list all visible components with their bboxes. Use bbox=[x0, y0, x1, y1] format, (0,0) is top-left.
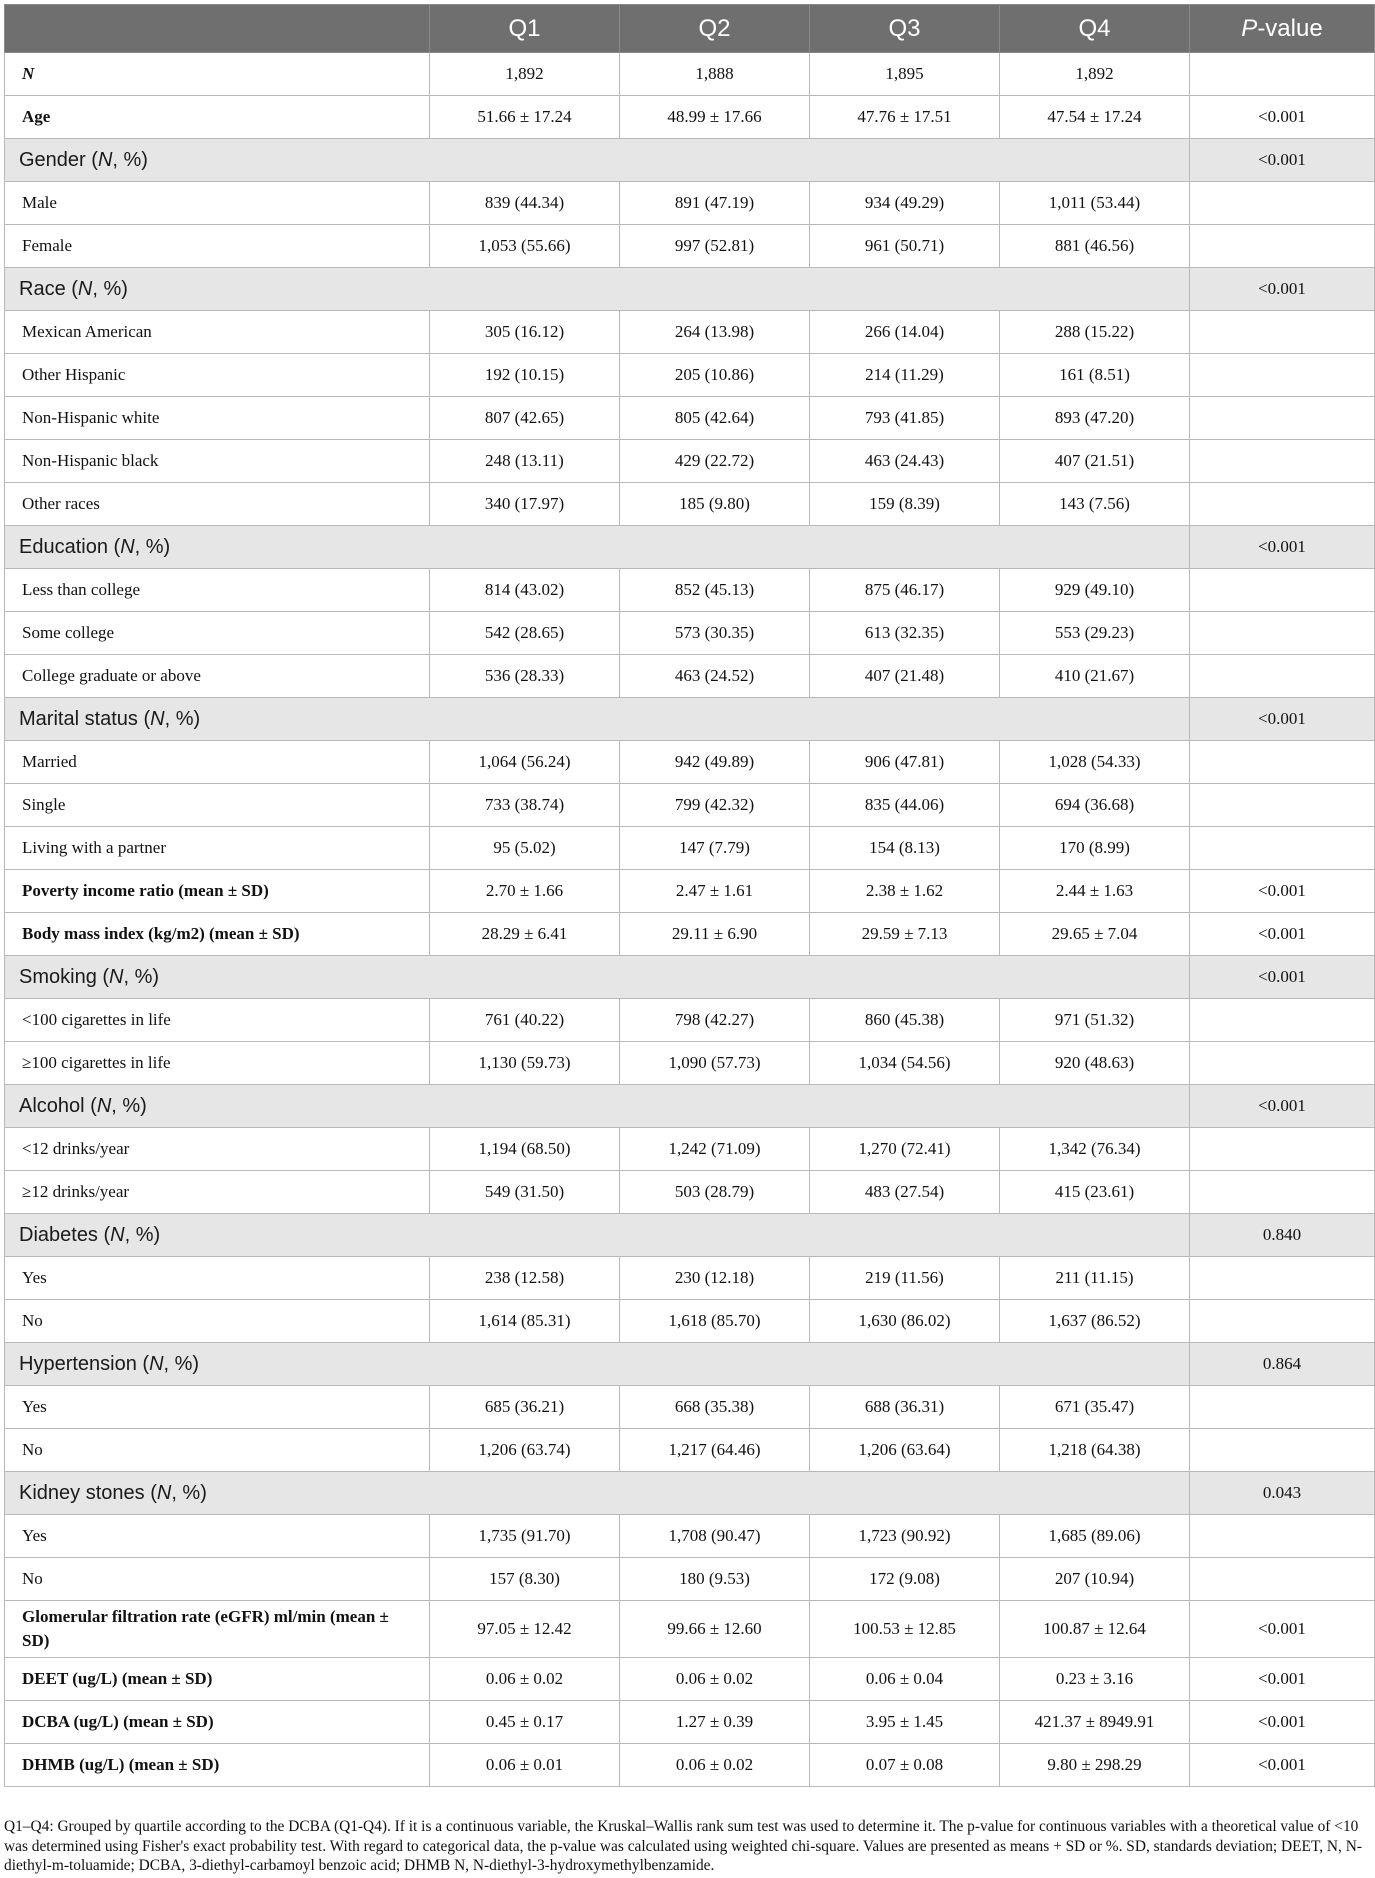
q3-value-cell: 172 (9.08) bbox=[810, 1558, 1000, 1601]
row-label: Single bbox=[5, 784, 430, 827]
q2-value-cell: 2.47 ± 1.61 bbox=[620, 870, 810, 913]
p-value-cell: <0.001 bbox=[1190, 96, 1375, 139]
q3-value-cell: 407 (21.48) bbox=[810, 655, 1000, 698]
group-paren-open: ( bbox=[97, 1223, 111, 1246]
group-paren-open: ( bbox=[144, 1481, 157, 1504]
header-p-suffix: -value bbox=[1257, 14, 1323, 42]
q2-value-cell: 180 (9.53) bbox=[620, 1558, 810, 1601]
row-label: No bbox=[5, 1429, 430, 1472]
group-label bbox=[5, 1343, 1190, 1386]
table-row bbox=[5, 1171, 1375, 1214]
q1-value-cell: 28.29 ± 6.41 bbox=[430, 913, 620, 956]
q4-value-cell: 288 (15.22) bbox=[1000, 311, 1190, 354]
table-row bbox=[5, 655, 1375, 698]
table-row bbox=[5, 440, 1375, 483]
q3-value-cell: 0.07 ± 0.08 bbox=[810, 1744, 1000, 1787]
group-header-row bbox=[5, 1214, 1375, 1257]
header-q4: Q4 bbox=[1000, 5, 1190, 53]
row-label: Glomerular filtration rate (eGFR) ml/min (mean ± SD) bbox=[5, 1601, 430, 1658]
q1-value-cell: 839 (44.34) bbox=[430, 182, 620, 225]
row-label: Yes bbox=[5, 1386, 430, 1429]
group-header-row bbox=[5, 956, 1375, 999]
table-row bbox=[5, 784, 1375, 827]
q1-value-cell: 733 (38.74) bbox=[430, 784, 620, 827]
q4-value-cell: 415 (23.61) bbox=[1000, 1171, 1190, 1214]
row-label: Other races bbox=[5, 483, 430, 526]
p-value-cell bbox=[1190, 784, 1375, 827]
q2-value-cell: 1,090 (57.73) bbox=[620, 1042, 810, 1085]
q4-value-cell: 47.54 ± 17.24 bbox=[1000, 96, 1190, 139]
table-row bbox=[5, 1429, 1375, 1472]
group-paren-open: ( bbox=[137, 707, 151, 730]
p-value-cell: 0.043 bbox=[1190, 1472, 1375, 1515]
table-row bbox=[5, 999, 1375, 1042]
group-rest: , %) bbox=[134, 535, 171, 558]
p-value-cell bbox=[1190, 1257, 1375, 1300]
table-body bbox=[5, 53, 1375, 1787]
p-value-cell: <0.001 bbox=[1190, 870, 1375, 913]
q1-value-cell: 1,194 (68.50) bbox=[430, 1128, 620, 1171]
q3-value-cell: 688 (36.31) bbox=[810, 1386, 1000, 1429]
p-value-cell bbox=[1190, 827, 1375, 870]
q3-value-cell: 154 (8.13) bbox=[810, 827, 1000, 870]
q1-value-cell: 0.06 ± 0.01 bbox=[430, 1744, 620, 1787]
q4-value-cell: 1,685 (89.06) bbox=[1000, 1515, 1190, 1558]
p-value-cell bbox=[1190, 397, 1375, 440]
p-value-cell: <0.001 bbox=[1190, 1744, 1375, 1787]
q1-value-cell: 761 (40.22) bbox=[430, 999, 620, 1042]
q3-value-cell: 100.53 ± 12.85 bbox=[810, 1601, 1000, 1658]
group-label bbox=[5, 956, 1190, 999]
group-paren-open: ( bbox=[85, 148, 98, 171]
q1-value-cell: 536 (28.33) bbox=[430, 655, 620, 698]
q1-value-cell: 305 (16.12) bbox=[430, 311, 620, 354]
q3-value-cell: 1,723 (90.92) bbox=[810, 1515, 1000, 1558]
table-row bbox=[5, 1658, 1375, 1701]
p-value-cell: <0.001 bbox=[1190, 913, 1375, 956]
row-label: Male bbox=[5, 182, 430, 225]
table-row bbox=[5, 1257, 1375, 1300]
group-n-italic: N bbox=[156, 1481, 172, 1504]
row-label: Other Hispanic bbox=[5, 354, 430, 397]
q1-value-cell: 2.70 ± 1.66 bbox=[430, 870, 620, 913]
q2-value-cell: 205 (10.86) bbox=[620, 354, 810, 397]
q4-value-cell: 694 (36.68) bbox=[1000, 784, 1190, 827]
q2-value-cell: 1,242 (71.09) bbox=[620, 1128, 810, 1171]
q2-value-cell: 997 (52.81) bbox=[620, 225, 810, 268]
group-name: Marital status bbox=[19, 707, 138, 730]
group-header-row bbox=[5, 268, 1375, 311]
p-value-cell: <0.001 bbox=[1190, 1601, 1375, 1658]
q3-value-cell: 29.59 ± 7.13 bbox=[810, 913, 1000, 956]
q1-value-cell: 157 (8.30) bbox=[430, 1558, 620, 1601]
row-label: No bbox=[5, 1558, 430, 1601]
q4-value-cell: 1,028 (54.33) bbox=[1000, 741, 1190, 784]
p-value-cell bbox=[1190, 483, 1375, 526]
q3-value-cell: 483 (27.54) bbox=[810, 1171, 1000, 1214]
q2-value-cell: 463 (24.52) bbox=[620, 655, 810, 698]
table-row bbox=[5, 225, 1375, 268]
q2-value-cell: 799 (42.32) bbox=[620, 784, 810, 827]
q1-value-cell: 0.06 ± 0.02 bbox=[430, 1658, 620, 1701]
group-paren-open: ( bbox=[107, 535, 121, 558]
q3-value-cell: 906 (47.81) bbox=[810, 741, 1000, 784]
q2-value-cell: 99.66 ± 12.60 bbox=[620, 1601, 810, 1658]
q1-value-cell: 97.05 ± 12.42 bbox=[430, 1601, 620, 1658]
table-row bbox=[5, 913, 1375, 956]
row-label: Non-Hispanic white bbox=[5, 397, 430, 440]
q3-value-cell: 266 (14.04) bbox=[810, 311, 1000, 354]
group-label bbox=[5, 1214, 1190, 1257]
table-row bbox=[5, 741, 1375, 784]
header-q1: Q1 bbox=[430, 5, 620, 53]
q3-value-cell: 1,206 (63.64) bbox=[810, 1429, 1000, 1472]
table-row bbox=[5, 1300, 1375, 1343]
q2-value-cell: 1,888 bbox=[620, 53, 810, 96]
row-label: Married bbox=[5, 741, 430, 784]
group-n-italic: N bbox=[120, 535, 135, 558]
p-value-cell: <0.001 bbox=[1190, 1085, 1375, 1128]
p-value-cell: <0.001 bbox=[1190, 1658, 1375, 1701]
q4-value-cell: 0.23 ± 3.16 bbox=[1000, 1658, 1190, 1701]
q4-value-cell: 2.44 ± 1.63 bbox=[1000, 870, 1190, 913]
header-p-value bbox=[1190, 5, 1375, 53]
row-label: Poverty income ratio (mean ± SD) bbox=[5, 870, 430, 913]
q1-value-cell: 192 (10.15) bbox=[430, 354, 620, 397]
table-row bbox=[5, 569, 1375, 612]
table-row bbox=[5, 96, 1375, 139]
group-n-italic: N bbox=[77, 277, 93, 300]
q1-value-cell: 1,053 (55.66) bbox=[430, 225, 620, 268]
table-header bbox=[5, 5, 1375, 53]
group-label bbox=[5, 1472, 1190, 1515]
table-row bbox=[5, 53, 1375, 96]
q1-value-cell: 1,892 bbox=[430, 53, 620, 96]
row-label: DCBA (ug/L) (mean ± SD) bbox=[5, 1701, 430, 1744]
q3-value-cell: 219 (11.56) bbox=[810, 1257, 1000, 1300]
group-name: Kidney stones bbox=[19, 1481, 145, 1504]
p-value-cell: 0.840 bbox=[1190, 1214, 1375, 1257]
row-label: Female bbox=[5, 225, 430, 268]
q3-value-cell: 463 (24.43) bbox=[810, 440, 1000, 483]
group-header-row bbox=[5, 1472, 1375, 1515]
table-row bbox=[5, 483, 1375, 526]
p-value-cell bbox=[1190, 1515, 1375, 1558]
table-row bbox=[5, 1386, 1375, 1429]
p-value-cell bbox=[1190, 1429, 1375, 1472]
q4-value-cell: 553 (29.23) bbox=[1000, 612, 1190, 655]
q1-value-cell: 1,130 (59.73) bbox=[430, 1042, 620, 1085]
p-value-cell bbox=[1190, 569, 1375, 612]
group-n-italic: N bbox=[96, 1094, 112, 1117]
q2-value-cell: 0.06 ± 0.02 bbox=[620, 1744, 810, 1787]
group-name: Diabetes bbox=[19, 1223, 98, 1246]
p-value-cell bbox=[1190, 311, 1375, 354]
q1-value-cell: 1,614 (85.31) bbox=[430, 1300, 620, 1343]
q1-value-cell: 51.66 ± 17.24 bbox=[430, 96, 620, 139]
row-label: Yes bbox=[5, 1257, 430, 1300]
row-label: College graduate or above bbox=[5, 655, 430, 698]
group-rest: , %) bbox=[92, 277, 128, 300]
q2-value-cell: 942 (49.89) bbox=[620, 741, 810, 784]
table-row bbox=[5, 1515, 1375, 1558]
group-paren-open: ( bbox=[136, 1352, 150, 1375]
table-row bbox=[5, 827, 1375, 870]
row-label: Yes bbox=[5, 1515, 430, 1558]
q2-value-cell: 230 (12.18) bbox=[620, 1257, 810, 1300]
q3-value-cell: 961 (50.71) bbox=[810, 225, 1000, 268]
q4-value-cell: 143 (7.56) bbox=[1000, 483, 1190, 526]
q2-value-cell: 429 (22.72) bbox=[620, 440, 810, 483]
q4-value-cell: 211 (11.15) bbox=[1000, 1257, 1190, 1300]
row-label: Some college bbox=[5, 612, 430, 655]
q1-value-cell: 685 (36.21) bbox=[430, 1386, 620, 1429]
q3-value-cell: 0.06 ± 0.04 bbox=[810, 1658, 1000, 1701]
group-name: Hypertension bbox=[19, 1352, 137, 1375]
group-header-row bbox=[5, 526, 1375, 569]
q1-value-cell: 340 (17.97) bbox=[430, 483, 620, 526]
p-value-cell bbox=[1190, 1558, 1375, 1601]
q4-value-cell: 170 (8.99) bbox=[1000, 827, 1190, 870]
p-value-cell bbox=[1190, 741, 1375, 784]
table-row bbox=[5, 870, 1375, 913]
group-rest: , %) bbox=[111, 1094, 147, 1117]
q4-value-cell: 207 (10.94) bbox=[1000, 1558, 1190, 1601]
q4-value-cell: 1,637 (86.52) bbox=[1000, 1300, 1190, 1343]
group-n-italic: N bbox=[97, 148, 113, 171]
header-q3: Q3 bbox=[810, 5, 1000, 53]
table-row bbox=[5, 612, 1375, 655]
group-name: Smoking bbox=[19, 965, 97, 988]
group-n-italic: N bbox=[149, 1352, 164, 1375]
characteristics-table bbox=[4, 4, 1375, 1787]
q2-value-cell: 1.27 ± 0.39 bbox=[620, 1701, 810, 1744]
group-label bbox=[5, 526, 1190, 569]
table-row bbox=[5, 397, 1375, 440]
q3-value-cell: 860 (45.38) bbox=[810, 999, 1000, 1042]
q2-value-cell: 147 (7.79) bbox=[620, 827, 810, 870]
group-rest: , %) bbox=[123, 965, 160, 988]
row-label: <12 drinks/year bbox=[5, 1128, 430, 1171]
q2-value-cell: 48.99 ± 17.66 bbox=[620, 96, 810, 139]
table-footnote: Q1–Q4: Grouped by quartile according to the DCBA (Q1-Q4). If it is a continuous variable, the Kruskal–Wallis rank sum test was used to determine it. The p-value for continuous variables with a theoretical value of <10 was determined using Fisher's exact probability test. With regard to categorical data, the p-value was calculated using weighted chi-square. Values are presented as means + SD or %. SD, standards deviation; DEET, N, N-diethyl-m-toluamide; DCBA, 3-diethyl-carbamoyl benzoic acid; DHMB N, N-diethyl-3-hydroxymethylbenzamide. bbox=[4, 1818, 1362, 1874]
q4-value-cell: 29.65 ± 7.04 bbox=[1000, 913, 1190, 956]
group-label bbox=[5, 698, 1190, 741]
p-value-cell: <0.001 bbox=[1190, 956, 1375, 999]
q2-value-cell: 1,217 (64.46) bbox=[620, 1429, 810, 1472]
p-value-cell bbox=[1190, 1042, 1375, 1085]
q1-value-cell: 807 (42.65) bbox=[430, 397, 620, 440]
row-label: Body mass index (kg/m2) (mean ± SD) bbox=[5, 913, 430, 956]
group-rest: , %) bbox=[164, 707, 201, 730]
row-label: Mexican American bbox=[5, 311, 430, 354]
q3-value-cell: 1,034 (54.56) bbox=[810, 1042, 1000, 1085]
q2-value-cell: 668 (35.38) bbox=[620, 1386, 810, 1429]
p-value-cell bbox=[1190, 612, 1375, 655]
table-row bbox=[5, 1744, 1375, 1787]
q4-value-cell: 671 (35.47) bbox=[1000, 1386, 1190, 1429]
group-label bbox=[5, 1085, 1190, 1128]
q3-value-cell: 875 (46.17) bbox=[810, 569, 1000, 612]
p-value-cell bbox=[1190, 440, 1375, 483]
q3-value-cell: 159 (8.39) bbox=[810, 483, 1000, 526]
q2-value-cell: 29.11 ± 6.90 bbox=[620, 913, 810, 956]
q4-value-cell: 881 (46.56) bbox=[1000, 225, 1190, 268]
characteristics-table-container bbox=[4, 4, 1374, 1787]
group-name: Gender bbox=[19, 148, 86, 171]
q3-value-cell: 2.38 ± 1.62 bbox=[810, 870, 1000, 913]
group-n-italic: N bbox=[109, 965, 124, 988]
p-value-cell: 0.864 bbox=[1190, 1343, 1375, 1386]
table-row bbox=[5, 354, 1375, 397]
q1-value-cell: 248 (13.11) bbox=[430, 440, 620, 483]
row-label bbox=[5, 53, 430, 96]
table-row bbox=[5, 182, 1375, 225]
q4-value-cell: 971 (51.32) bbox=[1000, 999, 1190, 1042]
q4-value-cell: 100.87 ± 12.64 bbox=[1000, 1601, 1190, 1658]
q4-value-cell: 920 (48.63) bbox=[1000, 1042, 1190, 1085]
p-value-cell bbox=[1190, 182, 1375, 225]
q1-value-cell: 542 (28.65) bbox=[430, 612, 620, 655]
q1-value-cell: 95 (5.02) bbox=[430, 827, 620, 870]
row-label: No bbox=[5, 1300, 430, 1343]
q3-value-cell: 613 (32.35) bbox=[810, 612, 1000, 655]
group-paren-open: ( bbox=[65, 277, 78, 300]
row-label: DHMB (ug/L) (mean ± SD) bbox=[5, 1744, 430, 1787]
q3-value-cell: 1,895 bbox=[810, 53, 1000, 96]
group-rest: , %) bbox=[163, 1352, 200, 1375]
q3-value-cell: 793 (41.85) bbox=[810, 397, 1000, 440]
q4-value-cell: 407 (21.51) bbox=[1000, 440, 1190, 483]
q4-value-cell: 1,011 (53.44) bbox=[1000, 182, 1190, 225]
p-value-cell bbox=[1190, 999, 1375, 1042]
row-label: ≥100 cigarettes in life bbox=[5, 1042, 430, 1085]
p-value-cell: <0.001 bbox=[1190, 698, 1375, 741]
group-label bbox=[5, 139, 1190, 182]
q2-value-cell: 503 (28.79) bbox=[620, 1171, 810, 1214]
q2-value-cell: 264 (13.98) bbox=[620, 311, 810, 354]
header-row bbox=[5, 5, 1375, 53]
p-value-cell bbox=[1190, 1128, 1375, 1171]
table-row bbox=[5, 1558, 1375, 1601]
group-paren-open: ( bbox=[96, 965, 110, 988]
q4-value-cell: 9.80 ± 298.29 bbox=[1000, 1744, 1190, 1787]
q2-value-cell: 798 (42.27) bbox=[620, 999, 810, 1042]
group-label bbox=[5, 268, 1190, 311]
q3-value-cell: 835 (44.06) bbox=[810, 784, 1000, 827]
q3-value-cell: 934 (49.29) bbox=[810, 182, 1000, 225]
p-value-cell bbox=[1190, 225, 1375, 268]
q4-value-cell: 410 (21.67) bbox=[1000, 655, 1190, 698]
row-label: DEET (ug/L) (mean ± SD) bbox=[5, 1658, 430, 1701]
table-row bbox=[5, 1601, 1375, 1658]
q2-value-cell: 1,618 (85.70) bbox=[620, 1300, 810, 1343]
row-label: Living with a partner bbox=[5, 827, 430, 870]
q4-value-cell: 1,892 bbox=[1000, 53, 1190, 96]
q1-value-cell: 1,735 (91.70) bbox=[430, 1515, 620, 1558]
group-paren-open: ( bbox=[84, 1094, 97, 1117]
group-rest: , %) bbox=[171, 1481, 207, 1504]
q2-value-cell: 891 (47.19) bbox=[620, 182, 810, 225]
q2-value-cell: 0.06 ± 0.02 bbox=[620, 1658, 810, 1701]
header-label-cell bbox=[5, 5, 430, 53]
p-value-cell bbox=[1190, 1300, 1375, 1343]
row-label: Non-Hispanic black bbox=[5, 440, 430, 483]
group-header-row bbox=[5, 698, 1375, 741]
row-label: Age bbox=[5, 96, 430, 139]
q2-value-cell: 852 (45.13) bbox=[620, 569, 810, 612]
p-value-cell bbox=[1190, 53, 1375, 96]
q4-value-cell: 929 (49.10) bbox=[1000, 569, 1190, 612]
group-rest: , %) bbox=[112, 148, 148, 171]
group-header-row bbox=[5, 1343, 1375, 1386]
group-name: Education bbox=[19, 535, 108, 558]
table-row bbox=[5, 1701, 1375, 1744]
q4-value-cell: 893 (47.20) bbox=[1000, 397, 1190, 440]
table-row bbox=[5, 311, 1375, 354]
q2-value-cell: 185 (9.80) bbox=[620, 483, 810, 526]
group-n-italic: N bbox=[150, 707, 165, 730]
q1-value-cell: 1,064 (56.24) bbox=[430, 741, 620, 784]
q1-value-cell: 549 (31.50) bbox=[430, 1171, 620, 1214]
group-n-italic: N bbox=[110, 1223, 125, 1246]
row-label: ≥12 drinks/year bbox=[5, 1171, 430, 1214]
q1-value-cell: 1,206 (63.74) bbox=[430, 1429, 620, 1472]
p-value-cell: <0.001 bbox=[1190, 268, 1375, 311]
p-value-cell bbox=[1190, 1171, 1375, 1214]
p-value-cell: <0.001 bbox=[1190, 1701, 1375, 1744]
q1-value-cell: 238 (12.58) bbox=[430, 1257, 620, 1300]
header-p-prefix: P bbox=[1241, 14, 1258, 42]
p-value-cell bbox=[1190, 354, 1375, 397]
row-label-text: N bbox=[22, 64, 35, 83]
q4-value-cell: 161 (8.51) bbox=[1000, 354, 1190, 397]
q3-value-cell: 1,630 (86.02) bbox=[810, 1300, 1000, 1343]
group-name: Alcohol bbox=[19, 1094, 85, 1117]
table-row bbox=[5, 1042, 1375, 1085]
q1-value-cell: 0.45 ± 0.17 bbox=[430, 1701, 620, 1744]
q1-value-cell: 814 (43.02) bbox=[430, 569, 620, 612]
group-header-row bbox=[5, 139, 1375, 182]
q2-value-cell: 805 (42.64) bbox=[620, 397, 810, 440]
row-label: <100 cigarettes in life bbox=[5, 999, 430, 1042]
q4-value-cell: 421.37 ± 8949.91 bbox=[1000, 1701, 1190, 1744]
p-value-cell: <0.001 bbox=[1190, 139, 1375, 182]
q3-value-cell: 47.76 ± 17.51 bbox=[810, 96, 1000, 139]
q2-value-cell: 573 (30.35) bbox=[620, 612, 810, 655]
q2-value-cell: 1,708 (90.47) bbox=[620, 1515, 810, 1558]
group-header-row bbox=[5, 1085, 1375, 1128]
p-value-cell bbox=[1190, 655, 1375, 698]
q4-value-cell: 1,218 (64.38) bbox=[1000, 1429, 1190, 1472]
q4-value-cell: 1,342 (76.34) bbox=[1000, 1128, 1190, 1171]
row-label: Less than college bbox=[5, 569, 430, 612]
group-rest: , %) bbox=[124, 1223, 161, 1246]
header-q2: Q2 bbox=[620, 5, 810, 53]
group-name: Race bbox=[19, 277, 66, 300]
q3-value-cell: 3.95 ± 1.45 bbox=[810, 1701, 1000, 1744]
q3-value-cell: 214 (11.29) bbox=[810, 354, 1000, 397]
table-row bbox=[5, 1128, 1375, 1171]
p-value-cell bbox=[1190, 1386, 1375, 1429]
p-value-cell: <0.001 bbox=[1190, 526, 1375, 569]
q3-value-cell: 1,270 (72.41) bbox=[810, 1128, 1000, 1171]
